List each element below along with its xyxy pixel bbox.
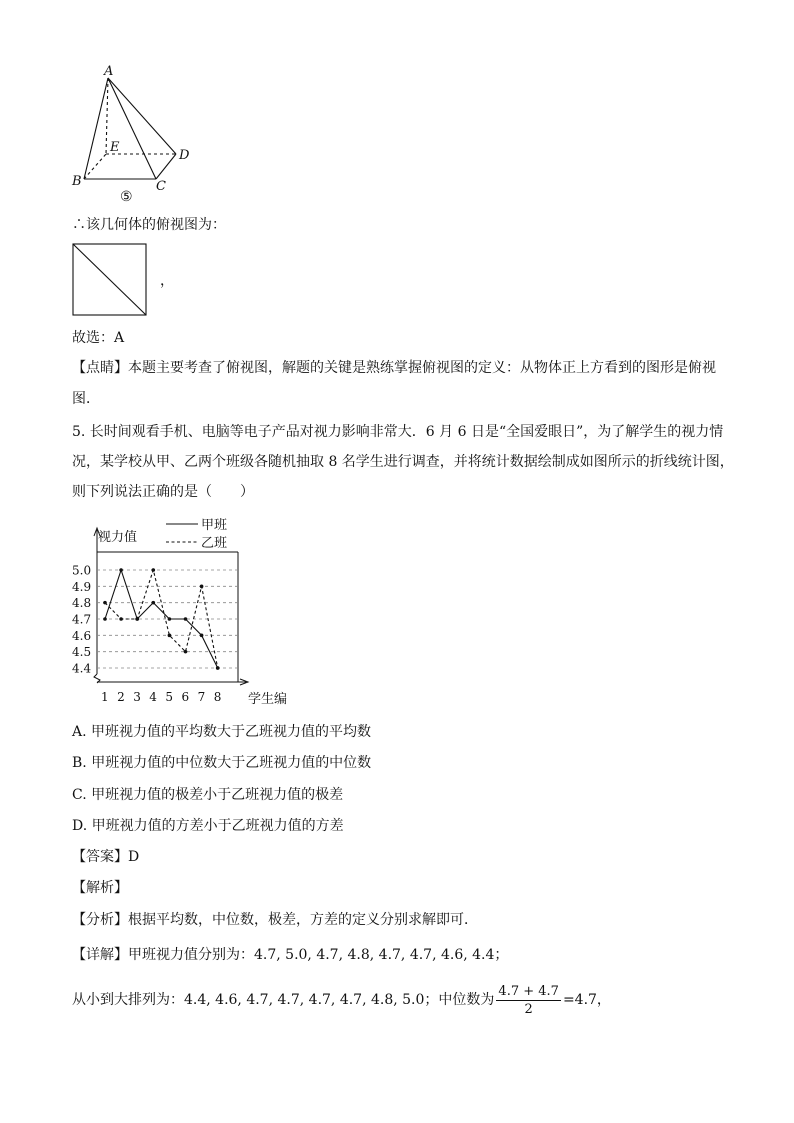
data-point	[103, 617, 107, 621]
sorted-prefix: 从小到大排列为：4.4, 4.6, 4.7, 4.7, 4.7, 4.7, 4.8, 5.0；中位数为	[72, 992, 495, 1008]
analysis-heading: 【解析】	[72, 880, 128, 896]
pyramid-figure	[70, 62, 200, 207]
fraction-result: =4.7，	[562, 992, 611, 1008]
x-axis-label: 学生编	[248, 692, 288, 707]
edge-cd	[156, 154, 176, 179]
fraction-numerator: 4.7 + 4.7	[498, 983, 559, 999]
data-point	[119, 617, 123, 621]
question-5-line-2: 况，某学校从甲、乙两个班级各随机抽取 8 名学生进行调查，并将统计数据绘制成如图所示的折线统计图，	[72, 454, 734, 470]
option-a: A. 甲班视力值的平均数大于乙班视力值的平均数	[72, 724, 372, 740]
x-tick-label: 8	[213, 690, 222, 704]
edge-ae-hidden	[106, 78, 108, 154]
data-point	[216, 666, 220, 670]
y-tick-label: 4.7	[72, 612, 92, 627]
data-point	[152, 601, 156, 605]
x-tick-label: 7	[197, 690, 206, 704]
sorted-line	[72, 978, 611, 1022]
y-tick-label: 4.5	[72, 645, 92, 660]
answer-line: 【答案】D	[72, 849, 140, 865]
data-point	[184, 617, 188, 621]
y-axis-label: 视力值	[98, 530, 138, 545]
x-tick-label: 6	[181, 690, 190, 704]
data-point	[119, 568, 123, 572]
median-fraction	[496, 983, 561, 1018]
vision-line-chart	[70, 512, 310, 712]
y-tick-label: 4.9	[72, 579, 92, 594]
option-d: D. 甲班视力值的方差小于乙班视力值的方差	[72, 818, 344, 834]
comment-line-1: 【点睛】本题主要考查了俯视图，解题的关键是熟练掌握俯视图的定义：从物体正上方看到的图形是俯视	[72, 360, 716, 376]
data-point	[168, 617, 172, 621]
option-b: B. 甲班视力值的中位数大于乙班视力值的中位数	[72, 755, 372, 771]
choice-line: 故选：A	[72, 330, 125, 346]
data-point	[184, 650, 188, 654]
detail-line: 【详解】甲班视力值分别为：4.7, 5.0, 4.7, 4.8, 4.7, 4.7, 4.6, 4.4；	[72, 947, 509, 963]
fraction-denominator: 2	[524, 1001, 533, 1017]
data-point	[168, 634, 172, 638]
x-tick-label: 1	[101, 690, 109, 704]
label-d: D	[179, 148, 190, 163]
data-point	[103, 601, 107, 605]
x-tick-label: 4	[149, 690, 157, 704]
y-tick-label: 4.6	[72, 628, 92, 643]
label-a: A	[104, 64, 114, 79]
figure-number: ⑤	[120, 189, 133, 205]
y-tick-label: 4.4	[72, 661, 92, 676]
data-point	[200, 585, 204, 589]
label-c: C	[156, 179, 166, 194]
label-e: E	[110, 140, 120, 155]
analyze-line: 【分析】根据平均数，中位数，极差，方差的定义分别求解即可．	[72, 912, 478, 928]
x-tick-label: 5	[165, 690, 174, 704]
label-b: B	[72, 174, 82, 189]
y-tick-label: 5.0	[72, 563, 92, 578]
data-point	[200, 634, 204, 638]
edge-ac	[108, 78, 156, 179]
top-view-figure	[72, 243, 148, 317]
y-tick-label: 4.8	[72, 596, 92, 611]
edge-ab	[84, 78, 108, 179]
question-5-line-1: 5. 长时间观看手机、电脑等电子产品对视力影响非常大．6 月 6 日是“全国爱眼日”，为了解学生的视力情	[72, 424, 724, 440]
legend-label: 甲班	[201, 518, 228, 533]
x-tick-label: 2	[117, 690, 125, 704]
top-view-comma: ，	[160, 273, 174, 289]
legend-label: 乙班	[201, 536, 228, 551]
question-5-line-3: 则下列说法正确的是（ ）	[72, 484, 254, 500]
data-point	[152, 568, 156, 572]
data-point	[135, 617, 139, 621]
top-view-intro: ∴该几何体的俯视图为：	[72, 217, 226, 233]
comment-line-2: 图．	[72, 391, 100, 407]
option-c: C. 甲班视力值的极差小于乙班视力值的极差	[72, 787, 344, 803]
x-tick-label: 3	[133, 690, 141, 704]
